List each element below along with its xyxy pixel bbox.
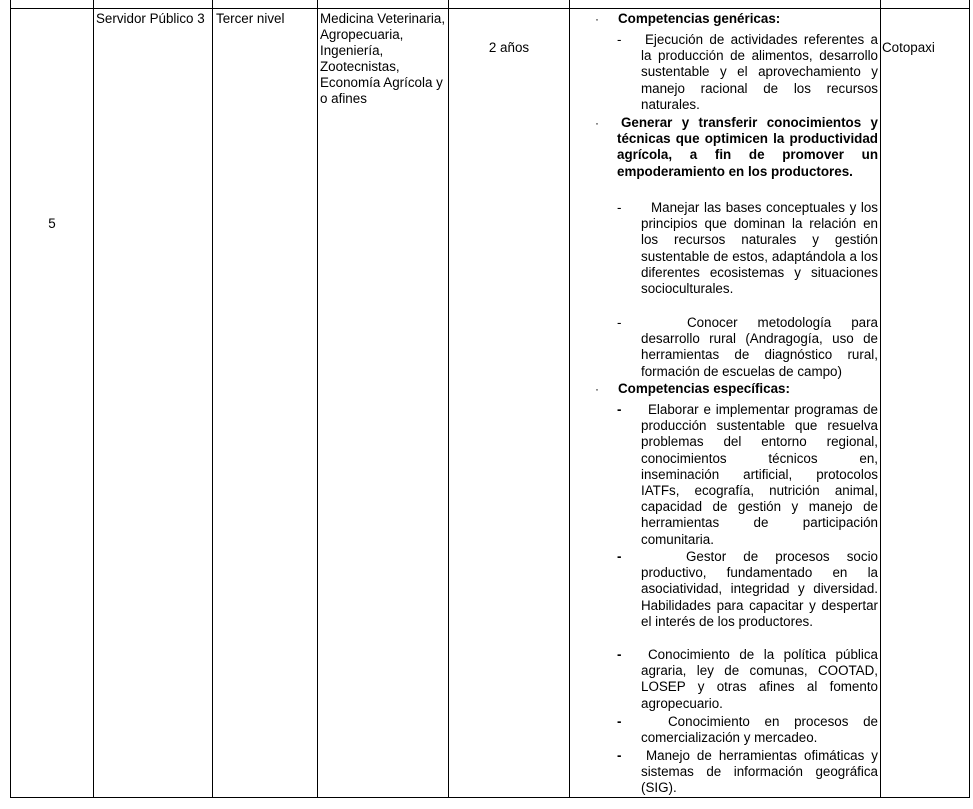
row-border-bottom xyxy=(10,797,970,798)
fields-cell: Medicina Veterinaria, Agropecuaria, Ingeniería, Zootecnistas, Economía Agrícola y o afines xyxy=(320,11,446,106)
generic-item-1: Ejecución de actividades referentes a la producción de alimentos, desarrollo sustentable y el aprovechamiento y manejo racional de los recursos naturales. xyxy=(641,32,878,112)
dash-bold-2: - xyxy=(617,315,622,330)
row-number: 5 xyxy=(48,216,56,231)
position-cell: Servidor Público 3 xyxy=(96,11,205,26)
column-divider-1 xyxy=(93,0,94,798)
dash-specific-1: - xyxy=(617,402,622,417)
specific-item-5: Manejo de herramientas ofimáticas y sistemas de información geográfica (SIG). xyxy=(641,748,878,796)
dash-bold-1: - xyxy=(617,200,622,215)
generic-heading: Competencias genéricas: xyxy=(618,11,781,26)
column-divider-6 xyxy=(880,0,881,798)
dash-specific-4: - xyxy=(617,714,622,729)
specific-heading: Competencias específicas: xyxy=(618,381,790,396)
specific-item-4: Conocimiento en procesos de comercialización y mercadeo. xyxy=(641,714,878,746)
column-divider-2 xyxy=(212,0,213,798)
table-border-right xyxy=(969,0,970,798)
dash-specific-3: - xyxy=(617,647,622,662)
dash-specific-2: - xyxy=(617,549,622,564)
specific-item-3: Conocimiento de la política pública agraria, ley de comunas, COOTAD, LOSEP y otras afines al fomento agropecuario. xyxy=(641,647,878,711)
bold-item-2: Conocer metodología para desarrollo rural (Andragogía, uso de herramientas de diagnóstico rural, formación de escuelas de campo) xyxy=(641,315,878,379)
dash-generic-1: - xyxy=(617,32,622,47)
bullet-bold: · xyxy=(595,116,599,130)
column-divider-4 xyxy=(448,0,449,798)
bold-item-1: Manejar las bases conceptuales y los principios que dominan la relación en los recursos naturales y gestión sustentable de estos, adaptándola a los diferentes ecosistemas y situaciones socioculturales. xyxy=(641,200,878,297)
experience-cell: 2 años xyxy=(488,40,530,55)
specific-item-2: Gestor de procesos socio productivo, fundamentado en la asociatividad, integridad y diversidad. Habilidades para capacitar y despertar el interés de los productores. xyxy=(641,549,878,629)
bold-heading: Generar y transferir conocimientos y técnicas que optimicen la productividad agrícola, a fin de promover un empoderamiento en los productores. xyxy=(617,115,878,179)
column-divider-3 xyxy=(317,0,318,798)
level-cell: Tercer nivel xyxy=(216,11,285,26)
table-border-left xyxy=(10,0,11,798)
bullet-specific: · xyxy=(595,382,599,396)
row-border-top xyxy=(10,8,970,9)
location-cell: Cotopaxi xyxy=(882,40,935,55)
dash-specific-5: - xyxy=(617,748,622,763)
column-divider-5 xyxy=(569,0,570,798)
bullet-generic: · xyxy=(595,12,599,26)
specific-item-1: Elaborar e implementar programas de producción sustentable que resuelva problemas del entorno regional, conocimientos técnicos en, inseminación artificial, protocolos IATFs, ecografía, nutrición animal, capacidad de gestión y manejo de herramientas de participación comunitaria. xyxy=(641,402,878,547)
